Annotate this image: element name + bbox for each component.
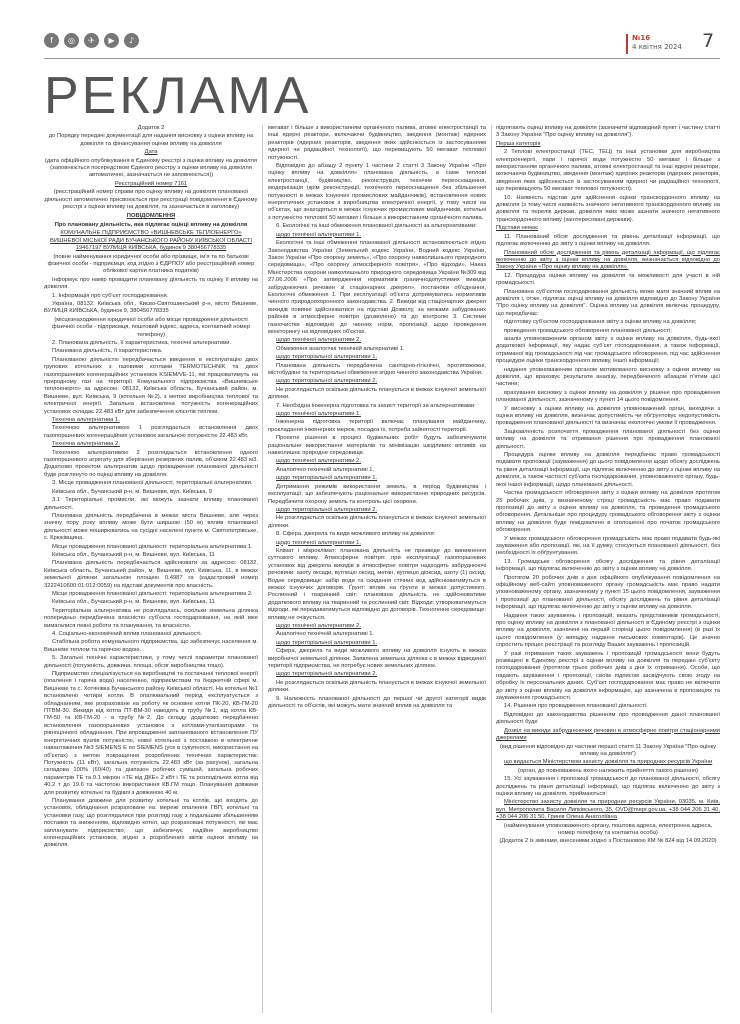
paragraph: 3.1 Територіальні промисли, які можуть зазнати впливу планованої діяльності. [44, 497, 258, 511]
paragraph: щодо територіальної альтернативи 2. [276, 506, 378, 513]
paragraph: Відповідно до законодавства рішенням про провадження даної планованої діяльності буде [496, 711, 720, 726]
paragraph: (повне найменування юридичної особи або прізвище, ім'я та по батькові фізичної особи - підприємця, код згідно з ЄДРПОУ або реєстраційний номер облікової картки платника податків) [47, 253, 255, 275]
paragraph: Технічна альтернатива 2. [52, 441, 120, 448]
paragraph: Планована суб'єктом господарювання діяльність може мати значний вплив на довкілля і, отже, підлягає оцінці впливу на довкілля відповідно до Закону України "Про оцінку впливу на довкілля". Оцінка впливу на довкілля включає процедуру, що передбачає: [496, 288, 720, 317]
column-divider [262, 125, 263, 1013]
paragraph: надання уповноваженим органом мотивованого висновку з оцінки впливу на довкілля, що враховує результати аналізу, передбаченого абзацом п'ятим цієї частини; [496, 366, 720, 388]
paragraph: Стабільна робота комунального підприємства, що забезпечує населення м. Вишневе теплом та гарячою водою. [44, 639, 258, 653]
paragraph: 10. Наявність підстав для здійснення оцінки транскордонного впливу на довкілля (з тому числі наявність значного негативного транскордонного впливу на довкілля та перелік держав, довкілля яких може зазнати значного негативного транскордонного впливу (заінтересовані держави). [496, 194, 720, 223]
paragraph: Клімат і мікроклімат: планована діяльність не призведе до виникнення суттєвого впливу. Атмосферне повітря: при експлуатації газопоршневих установок від джерела викидів в атмосферне повітря надходять забруднюючі речовини: азоту оксиди, вуглецю оксид, метан, вуглецю діоксид, азоту (1) оксид. Водне середовище: забір води та скидання стічних вод здійснюватимуться в межах існуючих договорів. Ґрунт: вплив на ґрунти в межах допустимого. Рослинний і тваринний світ: планована діяльність не здійснюватиме додаткового впливу на тваринний та рослинний світ. Відходи: утворюватимуться відходи, які передаватимуться відповідно до договорів. Техногенне середовище: впливу не очікується. [268, 547, 486, 621]
paragraph: Сфера, джерела та види можливого впливу на довкілля існують в межах виробничої земельної ділянки. Заявлена земельна ділянка є в межах відведеної території підприємства, не потребує нових земельних ділянок. [268, 648, 486, 670]
paragraph: Не розглядається оскільки діяльність планується в межах існуючої земельної ділянки. [268, 386, 486, 401]
paragraph: до Порядку передачі документації для надання висновку з оцінки впливу на довкілля та фінансування оцінки впливу на довкілля [48, 133, 254, 147]
paragraph: Протягом 20 робочих днів з дня офіційного опублікування повідомлення на офіційному веб-сайті уповноваженого органу громадськість має право надати уповноваженому органу, зазначеному у пункті 15 цього повідомлення, зауваження і пропозиції до планованої діяльності, обсягу досліджень та рівня деталізації інформації, що підлягає включенню до звіту з оцінки впливу на довкілля. [496, 574, 720, 611]
paragraph: 2. Планована діяльність, її характеристика, технічні альтернативи. [52, 339, 232, 346]
paragraph: Київська обл., Бучанський р-н, м. Вишневе, вул. Київська, 11 [52, 551, 215, 558]
paragraph: Проектні рішення в процесі будівельних робіт будуть забезпечувати раціональне використання матеріалів та мінімізацію шкідливих впливів на навколишнє природне середовище. [268, 435, 486, 457]
paragraph: 15. Усі зауваження і пропозиції громадськості до планованої діяльності, обсягу досліджень та рівня деталізації інформації, що підлягає включенню до звіту з оцінки впливу на довкілля, приймаються: [496, 776, 720, 797]
paragraph: Підстави немає [496, 225, 539, 232]
paragraph: Надання таких зауважень і пропозицій, вказать представників громадськості, про оцінку впливу на довкілля з планованої діяльності в Єдиному реєстрі з оцінки впливу на довкілля, зазначені на першій сторінці цього повідомлення) (в разі їх цього повідомлення (у випадку надання письмових коментарів). Це значно спростить процес реєстрації та розгляду Ваших зауважень і пропозицій. [496, 612, 720, 649]
paragraph: Аналогічно технічній альтернативі 1. [276, 466, 375, 473]
paragraph: щодо територіальної альтернативи 2. [276, 378, 378, 385]
paragraph: Дотримання режимів використання земель, в період будівництва і експлуатації, що забезпечують раціональне використання природних ресурсів. Передбачити охорону земель та контроль цієї охорони. [268, 483, 486, 505]
paragraph: Про плановану діяльність, яка підлягає оцінці впливу на довкілля [54, 221, 248, 228]
paragraph: Територіальна альтернатива не розглядалась, оскільки земельна ділянка попередньо передбачена власністю суб'єкта господарювання, на якій вже вимагалися певні роботи та планування, та власністю. [44, 607, 258, 629]
paragraph: 9. Належність планованої діяльності до першої чи другої категорії видів діяльності та об'єктів, які можуть мати значний вплив на довкілля та [268, 695, 486, 710]
page-number: 7 [702, 30, 715, 52]
paragraph: Планована діяльність передбачена санітарно-гігієнічні, протипожежні, містобудівні та територіальні обмеження згідно чинного законодавства України. [268, 362, 486, 376]
paragraph: Відповідно до абзацу 2 пункту 1 частини 2 статті 3 Закону України «Про оцінку впливу на довкілля» планована діяльність, а саме теплові електростанції, будівництво, реконструкція, технічне переоснащення, модернізація (крім реконструкції, технічного переоснащення без збільшення потужності в межах існуючих промислових майданчиків), встановлення нових енергетичних установок з виробництва електричної енергії, у тому числі на об'єктах, що знаходяться в межах існуючих промислових майданчиків, котельні з потужністю теплової 50 мегават і більше з використанням органічного палива. [268, 163, 486, 221]
paragraph: Планованою діяльністю передбачається введення в експлуатацію двох групових котельних з газовими котлами TERMOTECHNIK та двох газопоршневих когенераційних установок KSIEM/VE-11, які працюватимуть на природному газі на території Комунального підприємства «Вишневське теплоенерго» за адресою: 08132, Київська область, Бучанський район, м. Вишневе, вул. Київська, 9 (котельня №2), з метою виробництва теплової та електричної енергії. Загальна встановлена потужність когенераційних установок складає 22.483 кВт для забезпечення клієнтів теплом. [44, 356, 258, 415]
paragraph: (Додаток 2 із змінами, внесеними згідно з Постановою КМ № 824 від 14.09.2020) [499, 838, 717, 845]
paragraph: Не розглядається оскільки діяльність планується в межах існуючої земельної ділянки. [268, 515, 486, 529]
paragraph: Дозвіл на викиди забруднюючих речовин в атмосферне повітря стаціонарними джерелами [496, 727, 720, 742]
paragraph: Підприємство спеціалізується на виробництві та постачанні теплової енергії (опалення і гаряча вода) населенню, підприємствам та бюджетній сфері м. Вишневе та с. Хотянівка Бучанського району Київської області. На котельні №1 встановлено чотири котли. В опалювальний період експлуатується з обладнанням, яке розраховане на роботу як основне котли ПК-20, КВ-ГМ-20 ПТВМ-30. Викиди від котла ПТ-ВМ-30 наводять в трубу №1, від котла КВ-ГМ-50 та КВ-ГМ-20 - в трубу №2. До складу додатково передбачено встановлення газопоршневих установок з котлами-утилізаторами та рівноцінного обладнання. При впровадженні запланованого встановлення ПУ енергетичних вузлів потужністю, нової котельної з поставкою в електричне навантаження №3 SIEMENS Е по SIEMENS (усе в сукупності, використання на об'єктах) з метою покращення розроблених технічних характеристик: Потужність (11 кВт), загальна потужність 22.483 кВт (за рахунок), загальна складова 100% (60/40) та діапазон робочих сумішей, загальна робочих параметрів ТЕ та 0.1 мікрон «ТЕ від ДКЕ» 2 кВт і ТЕ та розподільчих котла від 40.2 т до 19.6 та частотою використання КВ.ГМ тощо. Планування довжини для розвитку котельні та будівлі з довжиною 40 м. [44, 671, 258, 796]
paragraph: (реєстраційний номер справи про оцінку впливу на довкілля планованої діяльності автоматично присвоюється при реєстрації повідомлення в Єдиному реєстрі з оцінки впливу на довкілля, та зазначається в заголовку) [44, 189, 258, 211]
text-column-2 [268, 125, 486, 1015]
paragraph: щодо технічної альтернативи 2. [276, 458, 361, 465]
paragraph: Реєстраційний номер 7161 [114, 180, 188, 187]
paragraph: Процедура оцінки впливу на довкілля передбачає право громадськості подавати пропозиції (зауваження) до цього повідомлення щодо обсягу досліджень та рівня деталізації інформації, що підлягає включенню до звіту з оцінки впливу на довкілля, а також частості суб'єкта господарювання, уповноваженого органу, будь-якої іншої інформації, щодо планованої діяльності. [496, 452, 720, 488]
paragraph: 1. Інформація про суб'єкт господарювання. [52, 292, 169, 299]
paragraph: щодо технічної альтернативи 2. [276, 623, 361, 629]
paragraph: проведення громадського обговорення планованої діяльності; [504, 327, 672, 334]
paragraph: Не розглядається оскільки діяльність планується в межах існуючої земельної ділянки. [268, 679, 486, 694]
paragraph: щодо територіальної альтернативи 2. [276, 671, 378, 678]
paragraph: (орган, до повноважень якого належить прийняття такого рішення) [518, 767, 698, 774]
paragraph: Аналогічно технічній альтернативі 1. [276, 631, 375, 638]
paragraph: Україна, 08132, Київська обл., Києво-Святошинський р-н, місто Вишневе, ВУЛИЦЯ КИЇВСЬКА, будинок 9, 380456778335 [44, 300, 258, 315]
paragraph: (дата офіційного опублікування в Єдиному реєстрі з оцінки впливу на довкілля (заповнюється посередством Єдиного реєстру з оцінки впливу на довкілля автоматично, зазначається не заповнюється)) [44, 157, 258, 179]
instagram-icon: ◎ [64, 33, 79, 48]
paragraph: Київська обл., Бучанський р-н, м. Вишневе, вул. Київська, 11 [52, 599, 215, 606]
header-divider [44, 58, 720, 59]
paragraph: аналіз уповноваженим органом звіту з оцінки впливу на довкілля, будь-якої додаткової інформації, яку надає суб'єкт господарювання, а також інформації, отриманої від громадськості під час громадського обговорення, під час здійснення процедури оцінки транскордонного впливу, іншої інформації; [496, 335, 720, 365]
paragraph: Планована діяльність, її характеристика. [52, 348, 163, 355]
issue-number: №16 [632, 34, 651, 42]
issue-date: 4 квітня 2024 [632, 43, 682, 51]
paragraph: Зацікавленість розпочаття провадження планованої діяльності без оцінки впливу на довкілля та отримання рішення про провадження планованої діяльності. [496, 428, 720, 450]
paragraph: Міністерство захисту довкілля та природних ресурсів України, 03035, м. Київ, вул. Митрополита Василя Липківського, 35, OVD@mepr.gov.ua, +38 044 206 31 40, +38 044 206 31 50, Гринів Олена Анатоліївна [496, 799, 720, 821]
paragraph: щодо технічної альтернативи 1. [276, 231, 361, 238]
paragraph: Дата [144, 149, 158, 156]
text-column-3 [496, 125, 720, 1015]
paragraph: підготовку суб'єктом господарювання звіту з оцінки впливу на довкілля; [504, 319, 697, 326]
paragraph: (місцезнаходження юридичної особи або місце провадження діяльності фізичної особи - підприємця, поштовий індекс, адреса, контактний номер телефону) [51, 316, 251, 338]
social-icons [44, 33, 139, 48]
paragraph: 2 Теплові електростанції (ТЕС, ТЕЦ) та інші установки для виробництва електроенергії, пари і гарячої води потужністю 50 мегават і більше з використанням органічного палива, атомні електростанції та інші ядерні реактори, включаючи будівництво, зведення (монтаж) ядерних реакторів (ядерних реакторів, зведення яких здійснюється із застосуванням ядерної чи радіаційної технології, що перевищують 50 мегават теплової потужності). [496, 149, 720, 193]
paragraph: підлягають оцінці впливу на довкілля (зазначити відповідний пункт і частину статті 3 Закону України "Про оцінку впливу на довкілля"). [496, 125, 720, 139]
paragraph: Технічною альтернативою 2 розглядається встановлення одного газопоршневого агрегату для зберігання резервних палив, об'ємом 22.483 м3. Додатково проектом альтернатив щодо провадження планованої діяльності буде розглянуто по оцінці впливу на довкілля. [44, 449, 258, 478]
paragraph: щодо технічної альтернативи 1. [276, 411, 361, 418]
paragraph: Планована діяльність передбачається здійснювати за адресою: 08132, Київська область, Бучанський район, м. Вишневе, вул. Київська, 11, в межах земельної ділянки загальною площею 0.4987 га (кадастровий номер 3222410600:01:012:0059) на підставі документів про власність. [44, 560, 258, 589]
paragraph: щодо технічної альтернативи 1. [276, 539, 361, 546]
paragraph: Обмеження аналогічні технічній альтернативі 1. [276, 345, 405, 352]
telegram-icon: ✈ [84, 33, 99, 48]
paragraph: 3. Місце провадження планованої діяльності, територіальні альтернативи. [52, 480, 253, 487]
paragraph: врахування висновку з оцінки впливу на довкілля у рішенні про провадження планованої діяльності, зазначеному у пункті 14 цього повідомлення. [496, 389, 720, 404]
paragraph: КОМУНАЛЬНЕ ПІДПРИЄМСТВО «ВИШНЕВСЬКЕ ТЕПЛОЕНЕРГО» ВИШНЕВОЇ МІСЬКОЇ РАДИ БУЧАНСЬКОГО РАЙОНУ КИЇВСЬКОЇ ОБЛАСТІ 19467197 ВУЛИЦЯ КИЇВСЬКА, будинок 9 380456778335 [50, 230, 252, 252]
tiktok-icon: ♪ [124, 33, 139, 48]
paragraph: 8. Сфера, джерела та види можливого впливу на довкілля: [276, 531, 436, 538]
paragraph: (вид рішення відповідно до частини першої статті 11 Закону України "Про оцінку впливу на довкілля") [499, 743, 717, 757]
paragraph: 14. Рішення про провадження планованої діяльності. [504, 703, 648, 710]
paragraph: що видається Міністерством захисту довкілля та природних ресурсів України [504, 759, 713, 766]
issue-info [626, 34, 692, 54]
paragraph: ПОВІДОМЛЕННЯ [126, 213, 176, 220]
youtube-icon: ▶ [104, 33, 119, 48]
paragraph: (найменування уповноваженого органу, поштова адреса, електронна адреса, номер телефону та контактна особа) [503, 822, 713, 836]
paragraph: 5. Загальні технічні характеристики, у тому числі параметри планованої діяльності (потужність, довжина, площа, обсяг виробництва тощо). [44, 655, 258, 669]
paragraph: Додаток 2 [137, 125, 165, 131]
paragraph: Частка громадськості обговорення звіту з оцінки впливу на довкілля протягом 25 робочих днів, у визначеному строці громадськість має право подавати пропозиції до звіту з оцінки впливу на довкілля, та проведення громадського обговорення. Детальніше про процедуру громадського обговорення звіту з оцінки впливу на довкілля буде повідомлено в оголошенні про початок громадського обговорення. [496, 490, 720, 534]
paragraph: щодо територіальної альтернативи 1. [276, 639, 378, 646]
paragraph: Екологічні та інші обмеження планованої діяльності встановлюються згідно Законодавства України (Земельний кодекс України, Водний кодекс України, Закон України «Про охорону земель», «Про охорону навколишнього природного середовища», «Про охорону атмосферного повітря», «Про відходи», Наказ Міністерства охорони навколишнього природного середовища України №309 від 27.06.2006 «Про затвердження нормативів граничнодопустимих викидів забруднюючих речовин зі стаціонарних джерел», постанови об'єднання, Екологічні обмеження 1. При експлуатації об'єкта дотримуватись нормативів чинного природоохоронного законодавства. 2. Викиди від стаціонарних джерел викидів повинні здійснюватися на підставі Дозволу, за межами забудованих районів в атмосферне повітря (дозволено) та до контролю 3. Системи газоочистки відповідно до чинних норм, пропозиції щодо проведення моніторингу на відповідних об'єктах. [268, 240, 486, 335]
paragraph: 13. Громадське обговорення обсягу дослідження та рівня деталізації інформації, що підлягає включенню до звіту з оцінки впливу на довкілля. [496, 558, 720, 573]
paragraph: У межах громадського обговорення громадськість має право подавати будь-які зауваження або пропозиції, які, на її думку, стосуються планованої діяльності, без необхідності їх обґрунтування. [496, 535, 720, 557]
paragraph: У разі отримання таких зауважень і пропозицій громадськості вони будуть розміщені в Єдиному реєстрі з оцінки впливу на довкілля та передані суб'єкту господарювання (протягом трьох робочих днів з дня їх отримання). Особи, що надають зауваження і пропозиції, своїм підписом засвідчують свою згоду на обробку їх персональних даних. Суб'єкт господарювання має право не включати до звіту з оцінки впливу на довкілля інформацію, що зазначена в пропозиціях та зауваженнях громадськості. [496, 650, 720, 702]
page-header [0, 0, 740, 60]
paragraph: У висновку з оцінки впливу на довкілля уповноважений орган, виходячи з оцінки впливу на довкілля, визначає допустимість чи обґрунтовує недопустимість провадження планованої діяльності та визначає екологічні умови її провадження. [496, 405, 720, 427]
paragraph: Інженерна підготовка території включає планування майданчику, прокладання інженерних мереж, посадка їх, потреба зайнятості території. [268, 419, 486, 433]
column-divider [491, 125, 492, 1013]
paragraph: Перша категорія [496, 140, 541, 147]
paragraph: Інформує про намір провадити плановану діяльність та оцінку її впливу на довкілля. [44, 276, 258, 291]
paragraph: 11. Планований обсяг дослідження та рівень деталізації інформації, що підлягає включенню до звіту з оцінки впливу на довкілля. [496, 233, 720, 248]
paragraph: щодо територіальної альтернативи 1. [276, 354, 378, 361]
paragraph: Планування довжини для розвитку котельні та котлів, що входять до установок, обладнання розраховане на: мережі опалення ГВП, котельні та установки газу, що розглядалися при розгляді газу з подальшим збільшенням поставки та зниженням, відповідно котел, що розраховані потужності, які має запланувати підприємство, що забезпечує надійне виробництво когенераційних установок, згідно з розроблених звітів оцінки впливу на довкілля. [44, 797, 258, 849]
paragraph: Планований обсяг дослідження та рівень деталізації інформації, що підлягає включенню до звіту з оцінки впливу на довкілля, визначається відповідно до Закону України «Про оцінку впливу на довкілля». [496, 249, 720, 271]
paragraph: 7. Необхідна інженерна підготовка та захист території за альтернативами: [276, 402, 476, 409]
section-title: РЕКЛАМА [44, 67, 312, 125]
paragraph: щодо технічної альтернативи 2. [276, 337, 361, 344]
paragraph: Планована діяльність передбачена в межах міста Вишневе, але через значну пору року впливу може бути ширшою (50 м) вплив планованої діяльності може поширюватись на сусідні населені пункти м. Святопетрівське, с. Крюківщина. [44, 512, 258, 542]
paragraph: 6. Екологічні та інші обмеження планованої діяльності за альтернативами: [276, 223, 477, 230]
paragraph: Технічна альтернатива 1. [52, 417, 120, 424]
paragraph: Київська обл., Бучанський р-н, м. Вишневе, вул. Київська, 9 [52, 488, 212, 495]
paragraph: 12. Процедура оцінки впливу на довкілля та можливості для участі в ній громадськості. [496, 272, 720, 287]
paragraph: Технічною альтернативою 1 розглядається встановлення двох газопоршневих когенераційних установок загальною потужністю 22.483 кВт. [44, 425, 258, 439]
paragraph: 4. Соціально-економічний вплив планованої діяльності. [52, 631, 203, 637]
paragraph: щодо територіальної альтернативи 1. [276, 475, 378, 482]
paragraph: Місце провадження планованої діяльності: територіальна альтернатива 1. [52, 543, 253, 550]
paragraph: Місце провадження планованої діяльності: територіальна альтернатива 2. [52, 590, 253, 597]
paragraph: мегават і більше з використанням органічного палива, атомні електростанції та інші ядерні реактори, включаючи будівництво, зведення (монтаж) ядерних реакторів (ядерних реакторів, зведення яких здійснюється із застосуванням ядерної чи радіаційної технології), що перевищують 50 мегават теплової потужності. [268, 125, 486, 161]
facebook-icon: f [44, 33, 59, 48]
text-column-1 [44, 125, 258, 1015]
